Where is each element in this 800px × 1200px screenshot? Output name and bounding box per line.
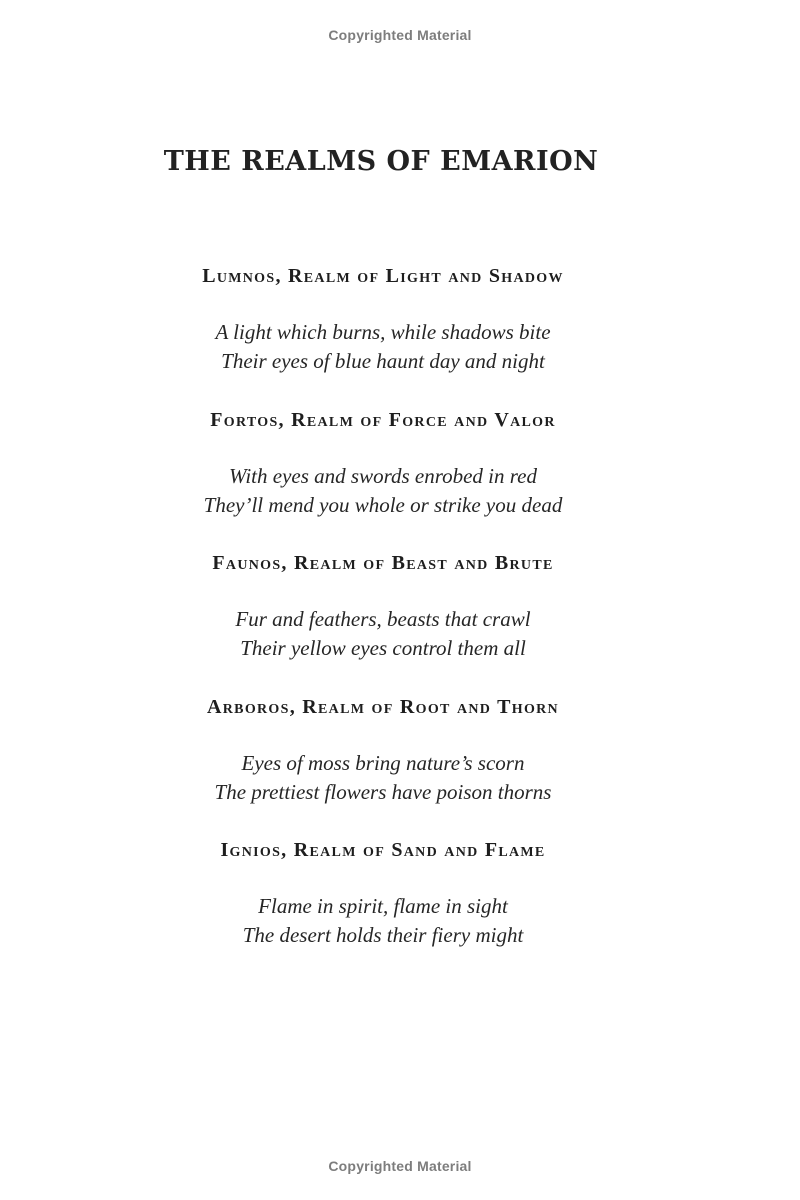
- copyright-notice-bottom: Copyrighted Material: [328, 1158, 472, 1174]
- verse-line: Their eyes of blue haunt day and night: [221, 349, 545, 373]
- verse-line: The desert holds their fiery might: [242, 923, 524, 947]
- realm-verse: [0, 318, 766, 376]
- verse-line: The prettiest flowers have poison thorns: [214, 779, 552, 804]
- realm-verse: [0, 462, 766, 520]
- realm-faunos: [0, 549, 766, 693]
- verse-line: Their yellow eyes control them all: [240, 636, 526, 660]
- realm-lumnos: [0, 262, 766, 406]
- verse-line: Fur and feathers, beasts that crawl: [235, 607, 531, 631]
- verse-line: They’ll mend you whole or strike you dead: [203, 492, 563, 517]
- verse-line: Flame in spirit, flame in sight: [258, 894, 508, 918]
- copyright-notice-top: Copyrighted Material: [328, 27, 472, 43]
- verse-line: A light which burns, while shadows bite: [215, 320, 551, 344]
- realm-arboros: [0, 693, 766, 837]
- realms-list: [0, 262, 766, 980]
- realm-verse: [0, 749, 766, 807]
- realm-heading: Lumnos, Realm of Light and Shadow: [202, 265, 564, 287]
- realm-verse: [0, 605, 766, 663]
- realm-heading: Arboros, Realm of Root and Thorn: [207, 695, 559, 718]
- realm-heading: Ignios, Realm of Sand and Flame: [220, 839, 546, 861]
- verse-line: Eyes of moss bring nature’s scorn: [241, 750, 525, 775]
- page-title: THE REALMS OF EMARION: [163, 146, 599, 177]
- realm-ignios: [0, 836, 766, 980]
- realm-fortos: [0, 406, 766, 550]
- realm-heading: Fortos, Realm of Force and Valor: [210, 408, 556, 431]
- realm-verse: [0, 892, 766, 950]
- realm-heading: Faunos, Realm of Beast and Brute: [212, 552, 554, 574]
- verse-line: With eyes and swords enrobed in red: [229, 463, 537, 488]
